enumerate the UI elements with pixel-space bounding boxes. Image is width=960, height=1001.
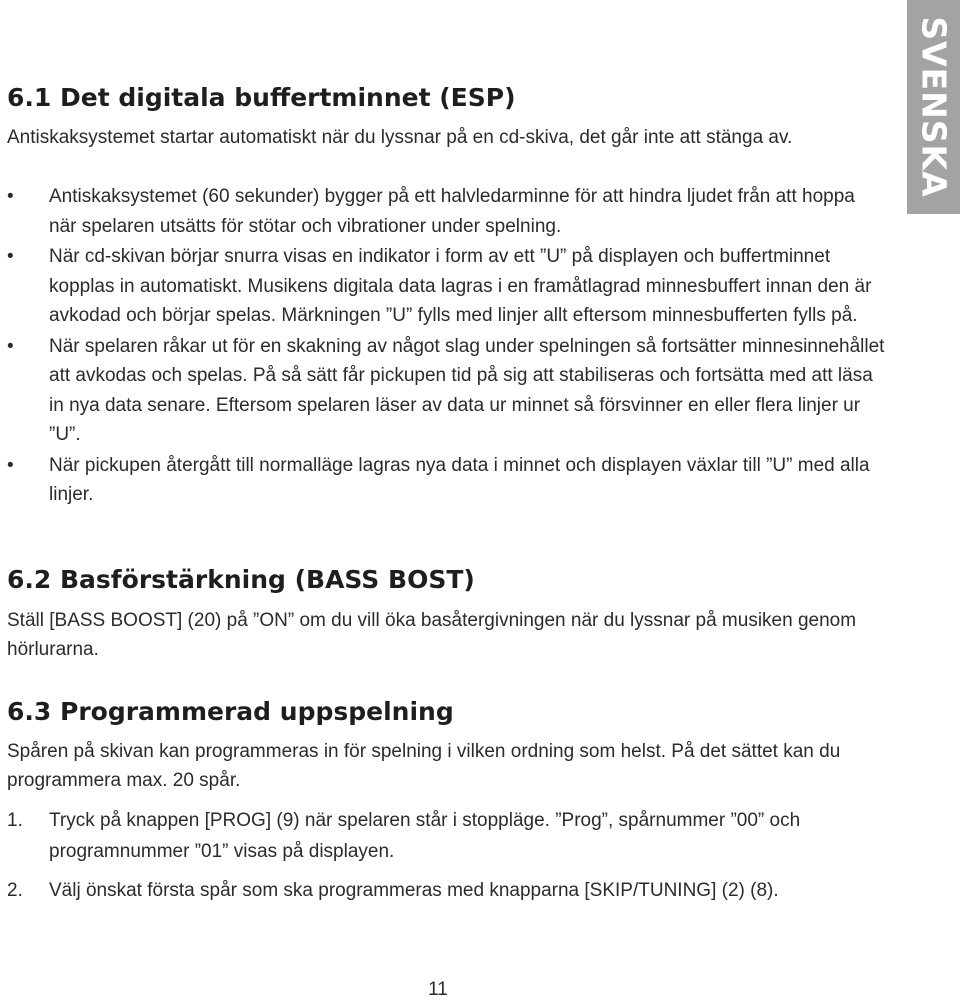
bullet-text: Antiskaksystemet (60 sekunder) bygger på ett halvledarminne för att hindra ljudet från att hoppa när spelaren utsätts för stötar och vibrationer under spelning. — [49, 186, 855, 237]
language-tab-label: SVENSKA — [914, 16, 953, 198]
step-text: Tryck på knappen [PROG] (9) när spelaren står i stoppläge. ”Prog”, spårnummer ”00” och programnummer ”01” visas på displayen. — [49, 810, 801, 862]
section-6-3-step-list — [7, 805, 887, 914]
bullet-item — [7, 451, 887, 510]
section-6-2-heading: 6.2 Basförstärkning (BASS BOST) — [7, 565, 475, 594]
bullet-mark: • — [7, 246, 14, 267]
bullet-item — [7, 182, 887, 241]
section-6-3-heading: 6.3 Programmerad uppspelning — [7, 697, 454, 726]
step-number: 2. — [7, 880, 23, 901]
section-6-1-intro: Antiskaksystemet startar automatiskt när du lyssnar på en cd-skiva, det går inte att stänga av. — [7, 127, 793, 148]
section-6-1-bullet-list — [7, 182, 887, 511]
step-item — [7, 805, 887, 867]
step-item — [7, 875, 887, 906]
bullet-item — [7, 332, 887, 450]
section-6-2-body: Ställ [BASS BOOST] (20) på ”ON” om du vill öka basåtergivningen när du lyssnar på musiken genom hörlurarna. — [7, 610, 857, 660]
section-6-3-intro: Spåren på skivan kan programmeras in för spelning i vilken ordning som helst. På det sättet kan du programmera max. 20 spår. — [7, 741, 841, 791]
section-6-1-heading: 6.1 Det digitala buffertminnet (ESP) — [7, 83, 516, 112]
page-number: 11 — [428, 979, 448, 1000]
bullet-mark: • — [7, 454, 14, 476]
bullet-item — [7, 242, 887, 331]
bullet-text: När cd-skivan börjar snurra visas en indikator i form av ett ”U” på displayen och buffertminnet kopplas in automatiskt. Musikens digitala data lagras i en framåtlagrad minnesbuffert innan den är avkodad och börjar spelas. Märkningen ”U” fylls med linjer allt eftersom minnesbufferten fylls på. — [49, 246, 872, 326]
bullet-mark: • — [7, 186, 14, 207]
step-number: 1. — [7, 810, 23, 831]
bullet-text: När spelaren råkar ut för en skakning av något slag under spelningen så fortsätter minnesinnehållet att avkodas och spelas. På så sätt får pickupen tid på sig att stabiliseras och fortsätta med att läsa in nya data senare. Eftersom spelaren läser av data ur minnet så försvinner en eller flera linjer ur ”U”. — [49, 335, 885, 445]
bullet-mark: • — [7, 335, 14, 357]
step-text: Välj önskat första spår som ska programmeras med knapparna [SKIP/TUNING] (2) (8). — [49, 880, 779, 901]
language-tab — [907, 0, 960, 214]
bullet-text: När pickupen återgått till normalläge lagras nya data i minnet och displayen växlar till ”U” med alla linjer. — [49, 454, 870, 505]
